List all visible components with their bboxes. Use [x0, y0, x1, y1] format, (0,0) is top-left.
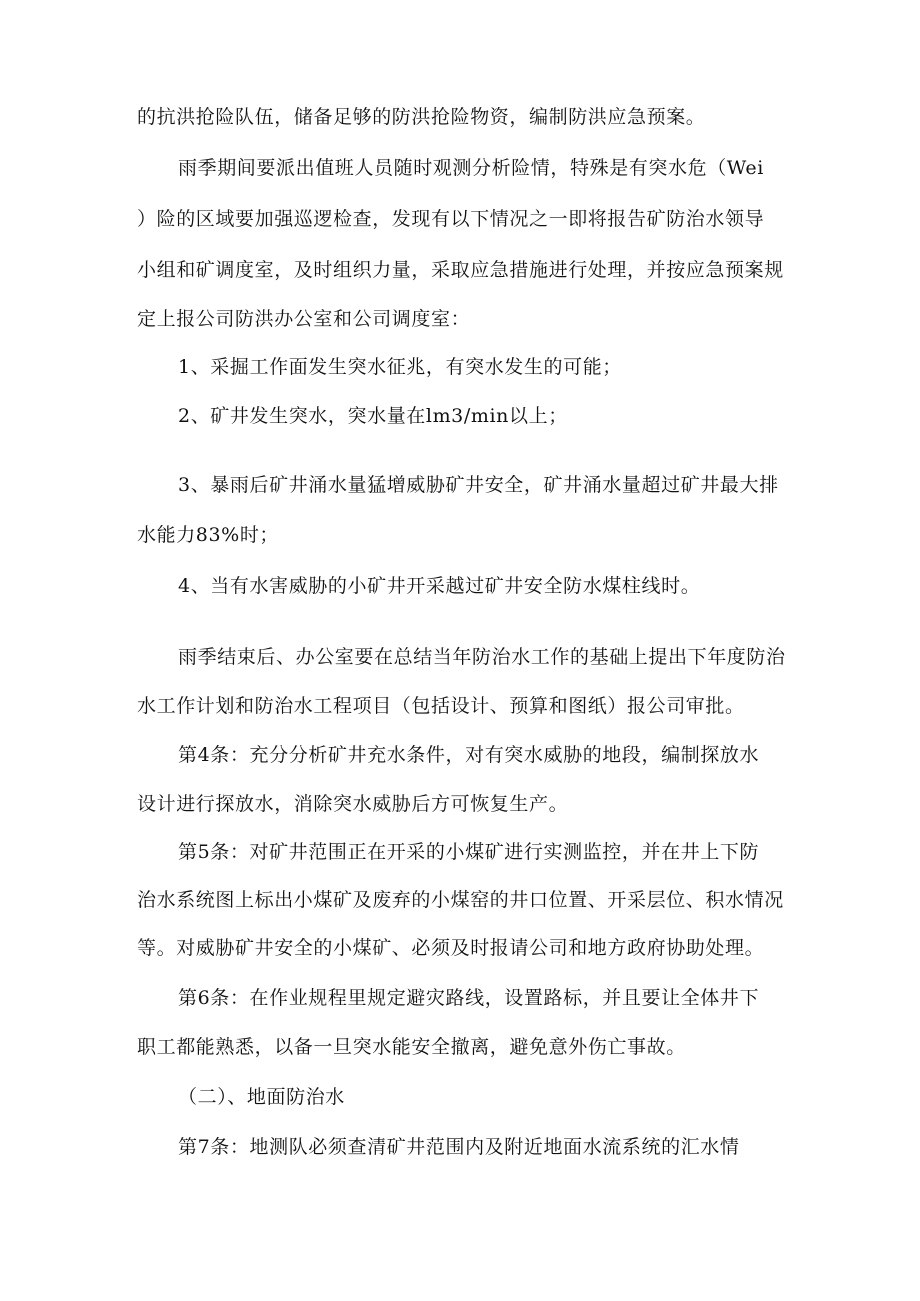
- text-line: 第5条：对矿井范围正在开采的小煤矿进行实测监控，并在井上下防: [178, 841, 760, 863]
- text-line: 雨季结束后、办公室要在总结当年防治水工作的基础上提出下年度防治: [178, 646, 786, 668]
- text-line: 的抗洪抢险队伍，储备足够的防洪抢险物资，编制防洪应急预案。: [137, 106, 706, 128]
- text-line: 雨季期间要派出值班人员随时观测分析险情，特殊是有突水危（Wei: [178, 157, 764, 179]
- text-line: 1、采掘工作面发生突水征兆，有突水发生的可能；: [178, 356, 622, 378]
- text-line: 3、暴雨后矿井涌水量猛增威胁矿井安全，矿井涌水量超过矿井最大排: [178, 474, 779, 496]
- text-line: 第7条：地测队必须查清矿井范围内及附近地面水流系统的汇水情: [178, 1136, 740, 1158]
- text-line: 水工作计划和防治水工程项目（包括设计、预算和图纸）报公司审批。: [137, 695, 745, 717]
- text-line: 小组和矿调度室，及时组织力量，采取应急措施进行处理，并按应急预案规: [137, 259, 784, 281]
- text-line: 等。对威胁矿井安全的小煤矿、必须及时报请公司和地方政府协助处理。: [137, 937, 765, 959]
- text-line: 4、当有水害威胁的小矿井开采越过矿井安全防水煤柱线时。: [178, 575, 701, 597]
- section-heading: （二）、地面防治水: [178, 1086, 345, 1108]
- text-line: ）险的区域要加强巡逻检查，发现有以下情况之一即将报告矿防治水领导: [137, 208, 765, 230]
- text-line: 设计进行探放水，消除突水威胁后方可恢复生产。: [137, 793, 569, 815]
- text-line: 治水系统图上标出小煤矿及废弃的小煤窑的井口位置、开采层位、积水情况: [137, 889, 784, 911]
- text-line: 第4条：充分分析矿井充水条件，对有突水威胁的地段，编制探放水: [178, 744, 760, 766]
- text-line: 水能力83%时；: [137, 524, 280, 546]
- text-line: 定上报公司防洪办公室和公司调度室：: [137, 308, 471, 330]
- text-line: 第6条：在作业规程里规定避灾路线，设置路标，并且要让全体井下: [178, 987, 760, 1009]
- text-line: 职工都能熟悉，以备一旦突水能安全撤离，避免意外伤亡事故。: [137, 1036, 686, 1058]
- text-line: 2、矿井发生突水，突水量在lm3∕min以上；: [178, 405, 568, 427]
